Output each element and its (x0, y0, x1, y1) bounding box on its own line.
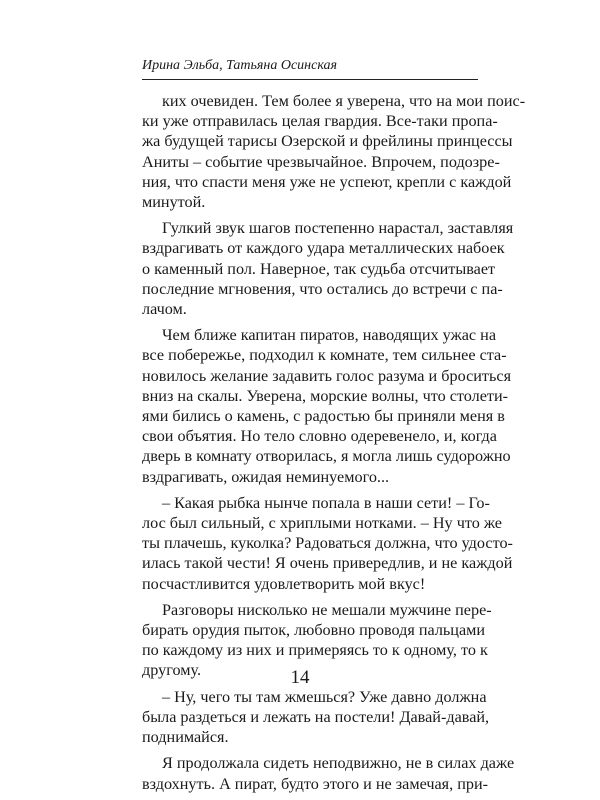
text-line: вздохнуть. А пират, будто этого и не замечая, при- (142, 774, 489, 793)
text-line: лачом. (142, 300, 187, 319)
text-line: по каждому из них и примеряясь то к одному, то к (142, 641, 488, 660)
text-line: Чем ближе капитан пиратов, наводящих ужас на (162, 326, 497, 345)
text-line: ких очевиден. Тем более я уверена, что на мои поис- (162, 92, 526, 110)
text-line: Гулкий звук шагов постепенно нарастал, заставляя (162, 219, 514, 238)
text-line: Я продолжала сидеть неподвижно, не в силах даже (162, 754, 515, 773)
text-line: жа будущей тарисы Озерской и фрейлины принцессы (142, 132, 513, 151)
text-line: новилось желание задавить голос разума и броситься (142, 366, 512, 385)
text-line: дверь в комнату отворилась, я могла лишь судорожно (142, 447, 511, 466)
running-header (142, 58, 478, 80)
text-line: – Какая рыбка нынче попала в наши сети! – Го- (162, 493, 490, 512)
text-line: бирать орудия пыток, любовно проводя пальцами (142, 621, 486, 640)
text-line: вздрагивать от каждого удара металлических набоек (142, 239, 505, 258)
paragraph (142, 687, 490, 748)
text-line: свои объятия. Но тело словно одеревенело, и, когда (142, 427, 497, 446)
text-line: другому. (142, 661, 201, 680)
text-line: Разговоры нисколько не мешали мужчине пере- (162, 600, 492, 619)
text-line: ки уже отправилась целая гвардия. Все-таки пропа- (142, 112, 498, 131)
text-line: последние мгновения, что остались до встречи с па- (142, 279, 503, 298)
text-line: все побережье, подходил к комнате, тем сильнее ста- (142, 346, 507, 365)
text-line: илась такой чести! Я очень привередлив, и не каждой (142, 554, 513, 573)
text-line: Аниты – событие чрезвычайное. Впрочем, подозре- (142, 152, 500, 171)
text-line: вздрагивать, ожидая неминуемого... (142, 467, 390, 486)
text-line: вниз на скалы. Уверена, морские волны, что столети- (142, 386, 509, 405)
text-line: – Ну, чего ты там жмешься? Уже давно должна (162, 687, 487, 706)
text-line: ями бились о камень, с радостью бы приняли меня в (142, 407, 505, 426)
page-number: 14 (290, 667, 310, 688)
paragraph (142, 753, 515, 793)
text-line: поднимайся. (142, 728, 229, 747)
paragraph (142, 493, 513, 594)
running-title: Ирина Эльба, Татьяна Осинская (142, 58, 338, 73)
text-line: ты плачешь, куколка? Радоваться должна, что удосто- (142, 534, 513, 553)
paragraph (142, 218, 514, 319)
text-line: о каменный пол. Наверное, так судьба отсчитывает (142, 259, 496, 278)
paragraph (142, 91, 526, 212)
text-line: ния, что спасти меня уже не успеют, крепли с каждой (142, 172, 512, 191)
text-line: посчастливится удовлетворить мой вкус! (142, 574, 426, 593)
body-text (142, 91, 526, 800)
text-line: была раздеться и лежать на постели! Давай-давай, (142, 707, 490, 726)
text-line: лос был сильный, с хриплыми нотками. – Ну что же (142, 514, 502, 533)
text-line: минутой. (142, 193, 206, 212)
paragraph (142, 325, 512, 487)
